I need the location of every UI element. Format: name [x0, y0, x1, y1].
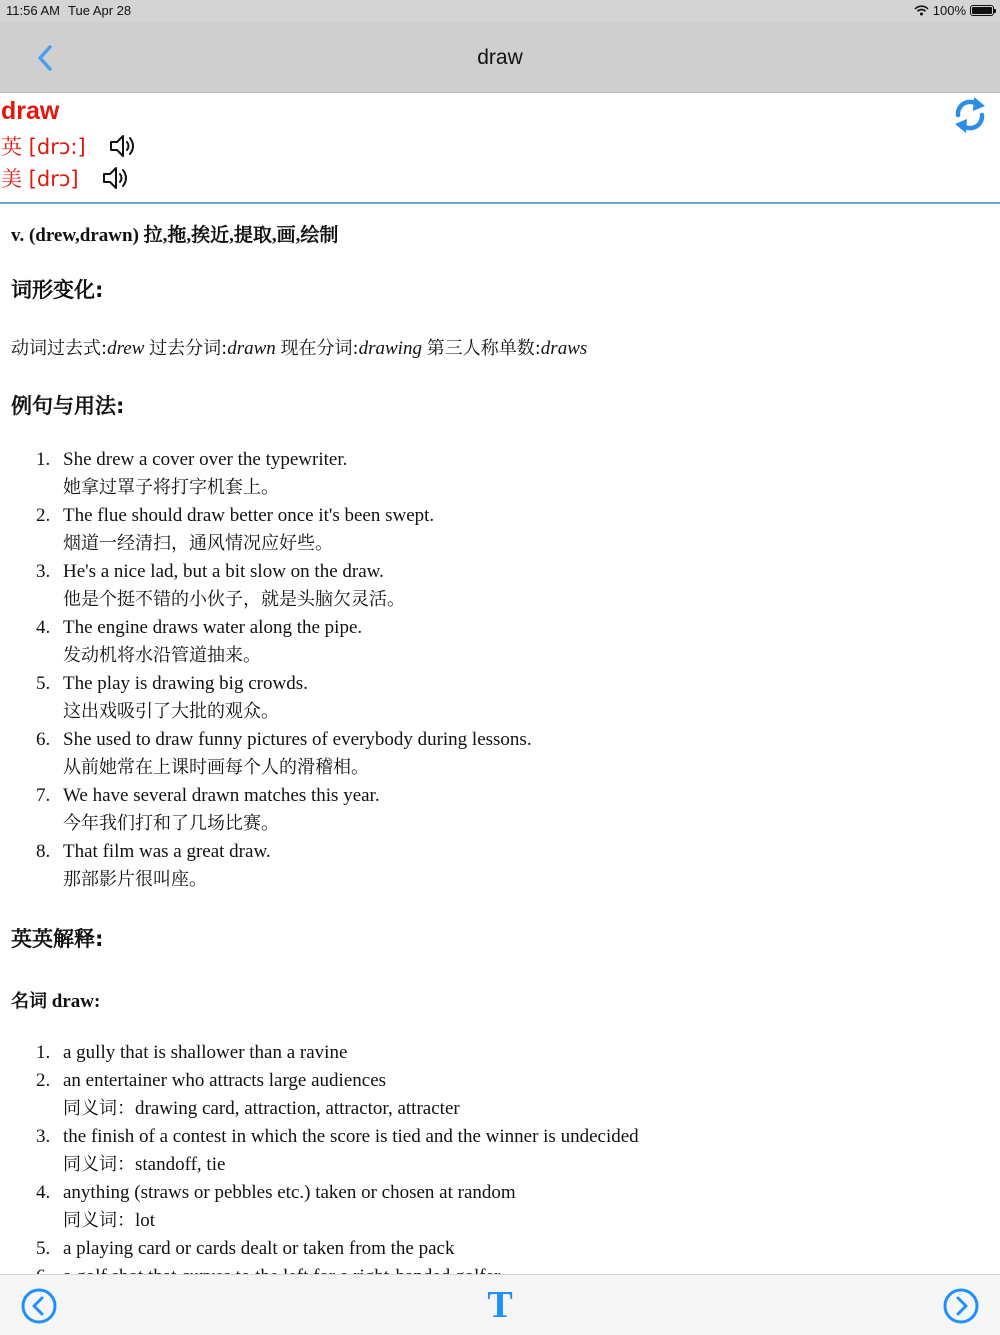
sense-item: [0, 1067, 639, 1123]
wifi-icon: [914, 5, 929, 16]
example-chinese: 她拿过罩子将打字机套上。: [63, 477, 279, 498]
synonym-line: [63, 1095, 639, 1123]
form-label: 第三人称单数:: [426, 338, 541, 359]
circle-chevron-left-icon[interactable]: [20, 1287, 58, 1325]
example-chinese: 今年我们打和了几场比赛。: [63, 813, 279, 834]
form-value: draws: [540, 338, 588, 359]
synonym-label: 同义词：: [63, 1154, 135, 1175]
definition-content[interactable]: [0, 204, 1000, 1274]
sense-number: 4.: [36, 1182, 51, 1203]
us-pronunciation: [1, 163, 131, 193]
status-time: 11:56 AM: [6, 3, 60, 18]
status-right: [914, 3, 994, 18]
synonym-line: [63, 1151, 639, 1179]
noun-label: 名词: [11, 991, 47, 1012]
example-item: [0, 446, 532, 502]
example-number: 1.: [36, 449, 51, 470]
example-item: [0, 502, 532, 558]
synonym-label: 同义词：: [63, 1098, 135, 1119]
example-item: [0, 558, 532, 614]
sense-text: an entertainer who attracts large audiences: [63, 1070, 387, 1091]
example-number: 8.: [36, 841, 51, 862]
headword: draw: [1, 97, 60, 125]
examples-heading: 例句与用法:: [11, 394, 125, 418]
circle-chevron-right-icon[interactable]: [942, 1287, 980, 1325]
status-date: Tue Apr 28: [68, 3, 132, 18]
noun-word: draw:: [51, 991, 101, 1012]
example-item: [0, 670, 532, 726]
english-definitions-heading: 英英解释:: [11, 927, 104, 951]
example-english: The flue should draw better once it's been swept.: [63, 505, 435, 526]
sense-number: 5.: [36, 1238, 51, 1259]
word-forms: [11, 334, 587, 360]
example-chinese: 从前她常在上课时画每个人的滑稽相。: [63, 757, 369, 778]
sense-item: [0, 1039, 639, 1067]
example-english: She used to draw funny pictures of everybody during lessons.: [63, 729, 532, 750]
font-size-button[interactable]: T: [487, 1284, 513, 1326]
example-english: He's a nice lad, but a bit slow on the draw.: [63, 561, 384, 582]
refresh-icon[interactable]: [952, 95, 988, 135]
battery-icon: [970, 5, 994, 16]
synonym-values: drawing card, attraction, attractor, attracter: [135, 1098, 460, 1119]
speaker-icon[interactable]: [101, 164, 131, 192]
example-item: [0, 614, 532, 670]
noun-sense-list: [0, 1039, 639, 1291]
sense-number: 1.: [36, 1042, 51, 1063]
sense-text: anything (straws or pebbles etc.) taken or chosen at random: [63, 1182, 516, 1203]
example-number: 7.: [36, 785, 51, 806]
example-item: [0, 782, 532, 838]
form-label: 过去分词:: [149, 338, 228, 359]
example-item: [0, 726, 532, 782]
sense-text: the finish of a contest in which the score is tied and the winner is undecided: [63, 1126, 639, 1147]
example-item: [0, 838, 532, 894]
battery-percent: 100%: [932, 3, 966, 18]
example-number: 5.: [36, 673, 51, 694]
example-number: 2.: [36, 505, 51, 526]
form-label: 现在分词:: [280, 338, 359, 359]
synonym-label: 同义词：: [63, 1210, 135, 1231]
sense-number: 3.: [36, 1126, 51, 1147]
form-label: 动词过去式:: [11, 338, 108, 359]
noun-heading: [11, 987, 100, 1013]
example-number: 3.: [36, 561, 51, 582]
form-value: drew: [107, 338, 145, 359]
sense-item: [0, 1179, 639, 1235]
synonym-values: lot: [135, 1210, 156, 1231]
example-chinese: 那部影片很叫座。: [63, 869, 207, 890]
sense-item: [0, 1235, 639, 1263]
sense-text: a playing card or cards dealt or taken from the pack: [63, 1238, 455, 1259]
us-pronunciation-text: 美 [drɔ]: [1, 167, 79, 191]
word-header: [0, 93, 1000, 204]
bottom-toolbar: [0, 1274, 1000, 1335]
sense-text: a gully that is shallower than a ravine: [63, 1042, 348, 1063]
example-chinese: 他是个挺不错的小伙子，就是头脑欠灵活。: [63, 589, 405, 610]
navigation-bar: [0, 22, 1000, 93]
example-list: [0, 446, 532, 894]
form-value: drawn: [227, 338, 276, 359]
sense-number: 2.: [36, 1070, 51, 1091]
example-chinese: 这出戏吸引了大批的观众。: [63, 701, 279, 722]
example-number: 4.: [36, 617, 51, 638]
status-bar: [0, 0, 1000, 22]
form-value: drawing: [358, 338, 422, 359]
sense-item: [0, 1123, 639, 1179]
forms-heading: 词形变化:: [11, 278, 104, 302]
battery-level-fill: [972, 7, 992, 14]
basic-definition: v. (drew,drawn) 拉,拖,挨近,提取,画,绘制: [11, 225, 339, 246]
example-english: We have several drawn matches this year.: [63, 785, 380, 806]
example-number: 6.: [36, 729, 51, 750]
speaker-icon[interactable]: [108, 132, 138, 160]
nav-title: draw: [477, 46, 523, 69]
example-english: The play is drawing big crowds.: [63, 673, 308, 694]
synonym-line: [63, 1207, 639, 1235]
example-english: She drew a cover over the typewriter.: [63, 449, 348, 470]
uk-pronunciation-text: 英 [drɔ:]: [1, 135, 86, 159]
example-english: The engine draws water along the pipe.: [63, 617, 363, 638]
example-chinese: 烟道一经清扫，通风情况应好些。: [63, 533, 333, 554]
example-english: That film was a great draw.: [63, 841, 271, 862]
example-chinese: 发动机将水沿管道抽来。: [63, 645, 261, 666]
uk-pronunciation: [1, 131, 138, 161]
synonym-values: standoff, tie: [135, 1154, 226, 1175]
